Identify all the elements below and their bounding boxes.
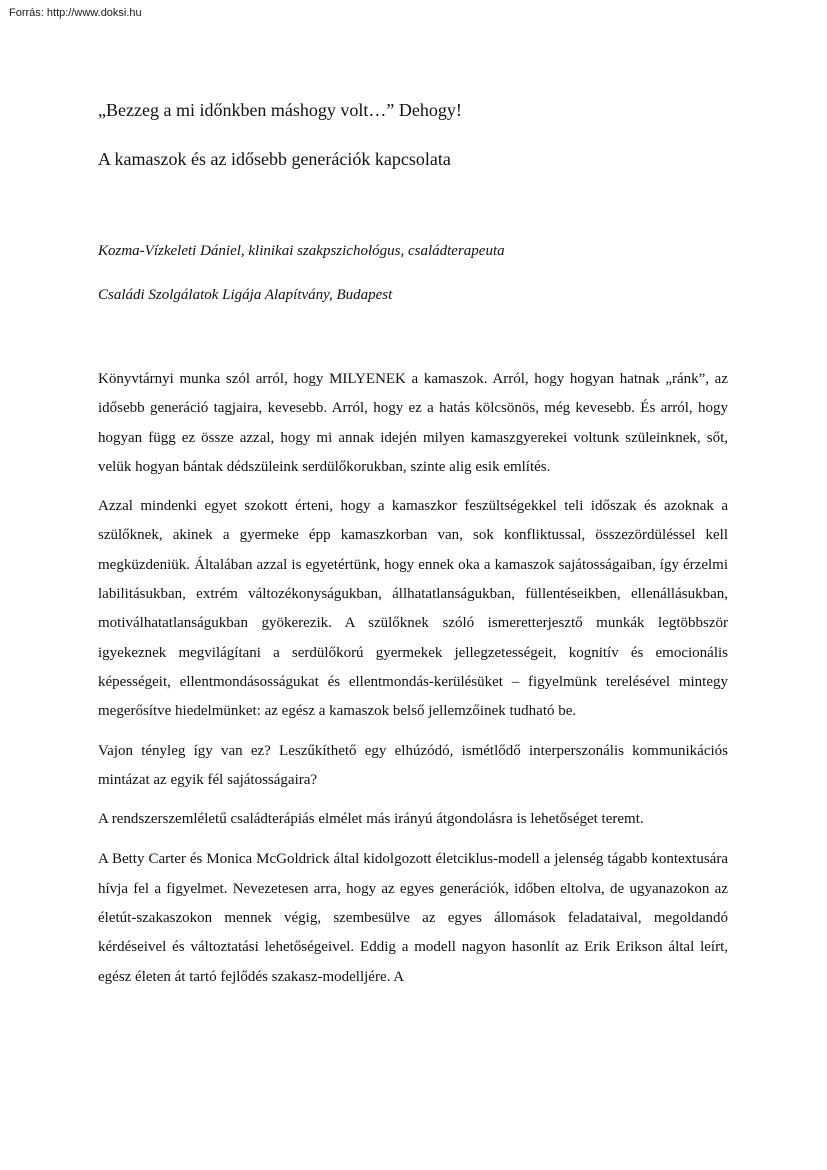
paragraph: Vajon tényleg így van ez? Leszűkíthető egy elhúzódó, ismétlődő interperszonális kommunikációs mintázat az egyik fél sajátosságaira? [98,742,728,788]
affiliation-line: Családi Szolgálatok Ligája Alapítvány, Budapest [98,287,393,303]
paragraph: A rendszerszemléletű családterápiás elmélet más irányú átgondolásra is lehetőséget teremt. [98,811,644,828]
paragraph: A Betty Carter és Monica McGoldrick által kidolgozott életciklus-modell a jelenség tágabb kontextusára hívja fel a figyelmet. Nevezetesen arra, hogy az egyes generációk, időben eltolva, de ugyanazokon az életút-szakaszokon mennek végig, szembesülve az egyes állomások feladataival, megoldandó kérdéseivel és változtatási lehetőségeivel. Eddig a modell nagyon hasonlít az Erik Erikson által leírt, egész életen át tartó fejlődés szakasz-modelljére. A [98,851,728,985]
page-subtitle: A kamaszok és az idősebb generációk kapcsolata [98,149,451,169]
paragraph: Könyvtárnyi munka szól arról, hogy MILYENEK a kamaszok. Arról, hogy hogyan hatnak „ránk”, az idősebb generáció tagjaira, kevesebb. Arról, hogy ez a hatás kölcsönös, még kevesebb. És arról, hogy hogyan függ ez össze azzal, hogy mi annak idején milyen kamaszgyerekei voltunk szüleinknek, sőt, velük hogyan bántak dédszüleink serdülőkorukban, szinte alig esik említés. [98,371,728,475]
document-body [98,365,728,992]
paragraph: Azzal mindenki egyet szokott érteni, hogy a kamaszkor feszültségekkel teli időszak és azoknak a szülőknek, akinek a gyermeke épp kamaszkorban van, sok konfliktussal, összezördüléssel kell megküzdeniük. Általában azzal is egyetértünk, hogy ennek oka a kamaszok sajátosságaiban, így érzelmi labilitásukban, extrém változékonyságukban, állhatatlanságukban, füllentéseikben, ellenállásukban, motiválhatatlanságukban gyökerezik. A szülőknek szóló ismeretterjesztő munkák legtöbbször igyekeznek megvilágítani a serdülőkorú gyermekek jellegzetességeit, kognitív és emocionális képességeit, ellentmondásosságukat és ellentmondás-kerülésüket – figyelmünk terelésével mintegy megerősítve hiedelmünket: az egész a kamaszok belső jellemzőinek tudható be. [98,498,728,720]
page-title: „Bezzeg a mi időnkben máshogy volt…” Dehogy! [98,100,462,120]
author-line: Kozma-Vízkeleti Dániel, klinikai szakpszichológus, családterapeuta [98,243,505,259]
source-label: Forrás: http://www.doksi.hu [9,7,142,19]
